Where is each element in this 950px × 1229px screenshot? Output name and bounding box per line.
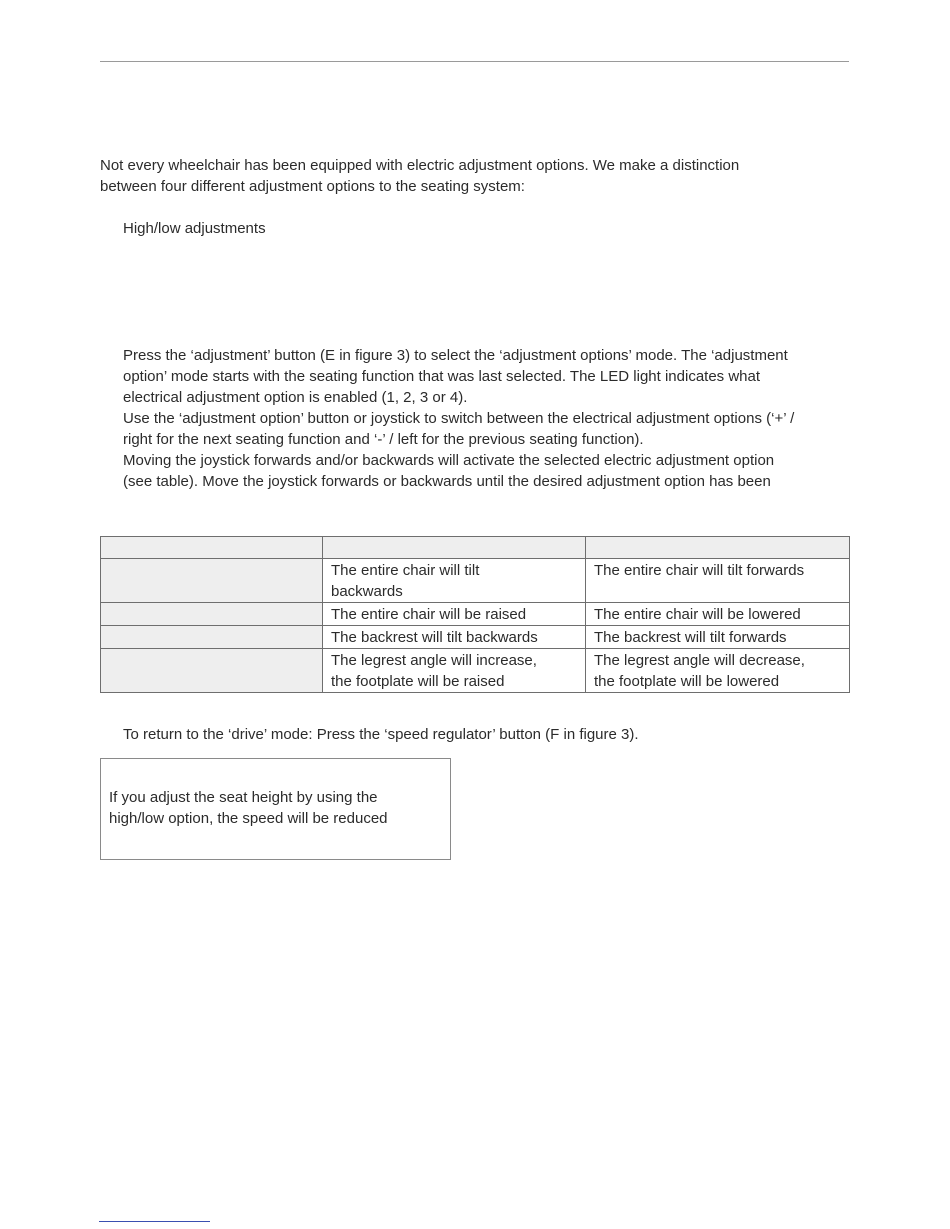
- table-row: [101, 603, 850, 626]
- step-line: (see table). Move the joystick forwards or backwards until the desired adjustment option has been: [123, 473, 771, 490]
- cell-line: the footplate will be lowered: [594, 673, 780, 690]
- step-line: electrical adjustment option is enabled (1, 2, 3 or 4).: [123, 389, 468, 406]
- header-cell: [101, 537, 323, 559]
- header-cell: [586, 537, 850, 559]
- note-text: [109, 787, 388, 829]
- row-label-cell: [101, 649, 323, 693]
- backward-cell: [586, 559, 850, 603]
- forward-cell: [323, 559, 586, 603]
- forward-cell: [323, 626, 586, 649]
- table-header-row: [101, 537, 850, 559]
- header-rule: [100, 61, 849, 62]
- return-instruction: To return to the ‘drive’ mode: Press the ‘speed regulator’ button (F in figure 3).: [123, 726, 639, 743]
- note-line: If you adjust the seat height by using the: [109, 789, 378, 806]
- backward-cell: [586, 603, 850, 626]
- footnote-rule: [99, 1221, 210, 1222]
- cell-line: The legrest angle will decrease,: [594, 652, 805, 669]
- step-adjustment-button: [123, 345, 794, 492]
- forward-cell: [323, 649, 586, 693]
- step-line: Use the ‘adjustment option’ button or joystick to switch between the electrical adjustment options (‘+’ /: [123, 410, 795, 427]
- intro-line: between four different adjustment options to the seating system:: [100, 178, 525, 195]
- cell-line: the footplate will be raised: [331, 673, 505, 690]
- table-row: [101, 649, 850, 693]
- note-box: [100, 758, 451, 860]
- table-row: [101, 559, 850, 603]
- step-line: right for the next seating function and ‘-’ / left for the previous seating function).: [123, 431, 644, 448]
- step-line: option’ mode starts with the seating function that was last selected. The LED light indicates what: [123, 368, 761, 385]
- backward-cell: [586, 626, 850, 649]
- cell-line: The entire chair will tilt forwards: [594, 562, 805, 579]
- cell-line: The legrest angle will increase,: [331, 652, 537, 669]
- adjustment-table: [100, 536, 850, 693]
- note-line: high/low option, the speed will be reduced: [109, 810, 388, 827]
- cell-line: backwards: [331, 583, 403, 600]
- header-cell: [323, 537, 586, 559]
- forward-cell: [323, 603, 586, 626]
- row-label-cell: [101, 626, 323, 649]
- row-label-cell: [101, 603, 323, 626]
- table-row: [101, 626, 850, 649]
- backward-cell: [586, 649, 850, 693]
- intro-line: Not every wheelchair has been equipped with electric adjustment options. We make a distinction: [100, 157, 740, 174]
- cell-line: The entire chair will tilt: [331, 562, 480, 579]
- row-label-cell: [101, 559, 323, 603]
- cell-line: The entire chair will be lowered: [594, 606, 801, 623]
- cell-line: The backrest will tilt forwards: [594, 629, 787, 646]
- cell-line: The backrest will tilt backwards: [331, 629, 538, 646]
- step-line: Press the ‘adjustment’ button (E in figure 3) to select the ‘adjustment options’ mode. The ‘adjustment: [123, 347, 788, 364]
- intro-paragraph: [100, 155, 739, 197]
- step-line: Moving the joystick forwards and/or backwards will activate the selected electric adjustment option: [123, 452, 775, 469]
- cell-line: The entire chair will be raised: [331, 606, 527, 623]
- option-high-low: High/low adjustments: [123, 220, 266, 237]
